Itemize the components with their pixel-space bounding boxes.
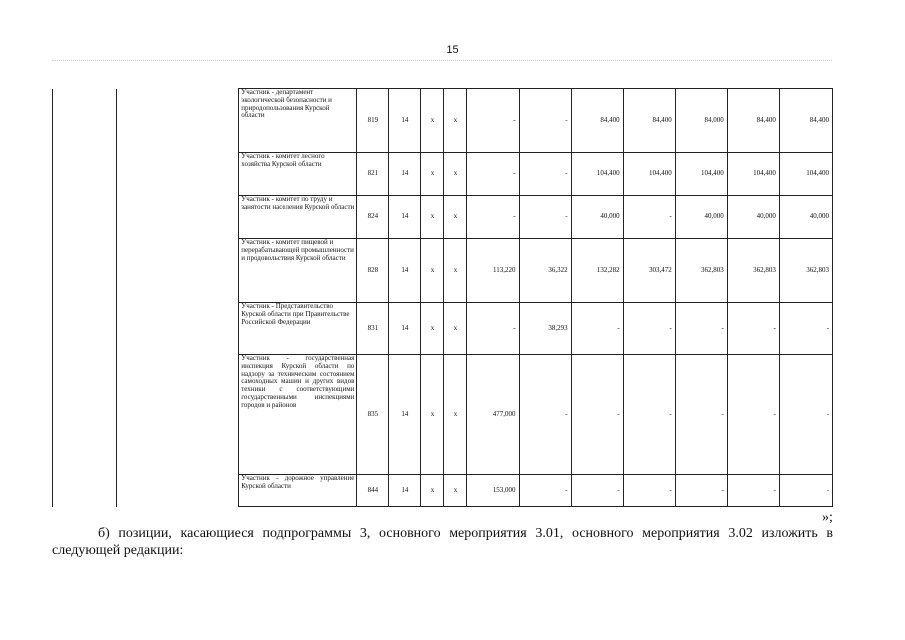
table-row (53, 303, 833, 355)
participant-cell: Участник - комитет по труду и занятости населения Курской области (239, 196, 357, 239)
amendment-paragraph: б) позиции, касающиеся подпрограммы 3, основного мероприятия 3.01, основного мероприятия 3.02 изложить в следующей редакции: (52, 526, 833, 558)
value-cell: - (519, 196, 571, 239)
participant-cell: Участник - государственная инспекция Курской области по надзору за техническим состоянием самоходных машин и других видов техники с соответствующими государственными инспекциями городов и районов (239, 355, 357, 475)
table-row (53, 153, 833, 196)
value-cell: 831 (357, 303, 389, 355)
table-row (53, 89, 833, 153)
empty-cell-b (117, 89, 239, 153)
value-cell: - (675, 355, 727, 475)
value-cell: х (421, 303, 444, 355)
value-cell: 84,400 (727, 89, 779, 153)
value-cell: 14 (389, 239, 421, 303)
value-cell: х (421, 153, 444, 196)
value-cell: - (727, 475, 779, 507)
value-cell: 153,000 (467, 475, 519, 507)
value-cell: 84,400 (571, 89, 623, 153)
table-row (53, 355, 833, 475)
value-cell: х (444, 153, 467, 196)
empty-cell-a (53, 239, 117, 303)
value-cell: 477,000 (467, 355, 519, 475)
value-cell: - (571, 355, 623, 475)
value-cell: х (421, 355, 444, 475)
value-cell: х (444, 196, 467, 239)
empty-cell-b (117, 239, 239, 303)
value-cell: 132,282 (571, 239, 623, 303)
value-cell: 819 (357, 89, 389, 153)
empty-cell-a (53, 196, 117, 239)
value-cell: х (421, 89, 444, 153)
value-cell: - (467, 89, 519, 153)
value-cell: 40,000 (571, 196, 623, 239)
table-row (53, 239, 833, 303)
page-number: 15 (446, 44, 459, 56)
value-cell: - (623, 355, 675, 475)
value-cell: х (421, 196, 444, 239)
value-cell: - (519, 475, 571, 507)
participant-cell: Участник - комитет пищевой и перерабатывающей промышленности и продовольствия Курской области (239, 239, 357, 303)
value-cell: - (467, 153, 519, 196)
value-cell: х (421, 475, 444, 507)
empty-cell-b (117, 303, 239, 355)
value-cell: х (421, 239, 444, 303)
value-cell: - (519, 89, 571, 153)
value-cell: 824 (357, 196, 389, 239)
value-cell: х (444, 303, 467, 355)
value-cell: 104,400 (623, 153, 675, 196)
value-cell: 362,803 (779, 239, 832, 303)
value-cell: - (779, 475, 832, 507)
participant-cell: Участник - комитет лесного хозяйства Курской области (239, 153, 357, 196)
value-cell: 104,400 (675, 153, 727, 196)
value-cell: 40,000 (675, 196, 727, 239)
value-cell: - (571, 475, 623, 507)
value-cell: 38,293 (519, 303, 571, 355)
value-cell: 84,000 (675, 89, 727, 153)
empty-cell-a (53, 153, 117, 196)
value-cell: - (779, 303, 832, 355)
value-cell: 835 (357, 355, 389, 475)
value-cell: 40,000 (727, 196, 779, 239)
budget-table (52, 88, 833, 507)
value-cell: 84,400 (623, 89, 675, 153)
value-cell: х (444, 355, 467, 475)
table-row (53, 196, 833, 239)
value-cell: 362,803 (675, 239, 727, 303)
participant-cell: Участник - дорожное управление Курской области (239, 475, 357, 507)
value-cell: 36,322 (519, 239, 571, 303)
table-row (53, 475, 833, 507)
closing-quote-mark: »; (822, 510, 833, 525)
value-cell: - (779, 355, 832, 475)
value-cell: 828 (357, 239, 389, 303)
empty-cell-b (117, 153, 239, 196)
value-cell: - (467, 196, 519, 239)
value-cell: 104,400 (727, 153, 779, 196)
value-cell: х (444, 89, 467, 153)
value-cell: 40,000 (779, 196, 832, 239)
value-cell: 821 (357, 153, 389, 196)
value-cell: 14 (389, 355, 421, 475)
value-cell: 14 (389, 196, 421, 239)
value-cell: 104,400 (779, 153, 832, 196)
value-cell: 84,400 (779, 89, 832, 153)
value-cell: 113,220 (467, 239, 519, 303)
value-cell: 14 (389, 89, 421, 153)
empty-cell-a (53, 303, 117, 355)
value-cell: - (727, 355, 779, 475)
value-cell: - (727, 303, 779, 355)
empty-cell-b (117, 475, 239, 507)
empty-cell-a (53, 475, 117, 507)
empty-cell-a (53, 89, 117, 153)
value-cell: - (519, 355, 571, 475)
value-cell: - (623, 196, 675, 239)
empty-cell-b (117, 355, 239, 475)
value-cell: - (675, 475, 727, 507)
value-cell: 362,803 (727, 239, 779, 303)
value-cell: 303,472 (623, 239, 675, 303)
participant-cell: Участник - департамент экологической безопасности и природопользования Курской области (239, 89, 357, 153)
participant-cell: Участник - Представительство Курской области при Правительстве Российской Федерации (239, 303, 357, 355)
value-cell: - (623, 475, 675, 507)
value-cell: - (519, 153, 571, 196)
empty-cell-a (53, 355, 117, 475)
value-cell: - (623, 303, 675, 355)
value-cell: 14 (389, 303, 421, 355)
value-cell: х (444, 475, 467, 507)
page-header-rule (52, 58, 832, 61)
value-cell: - (571, 303, 623, 355)
empty-cell-b (117, 196, 239, 239)
value-cell: - (467, 303, 519, 355)
value-cell: 14 (389, 475, 421, 507)
value-cell: 104,400 (571, 153, 623, 196)
table-body (53, 89, 833, 507)
value-cell: 14 (389, 153, 421, 196)
value-cell: - (675, 303, 727, 355)
value-cell: х (444, 239, 467, 303)
value-cell: 844 (357, 475, 389, 507)
